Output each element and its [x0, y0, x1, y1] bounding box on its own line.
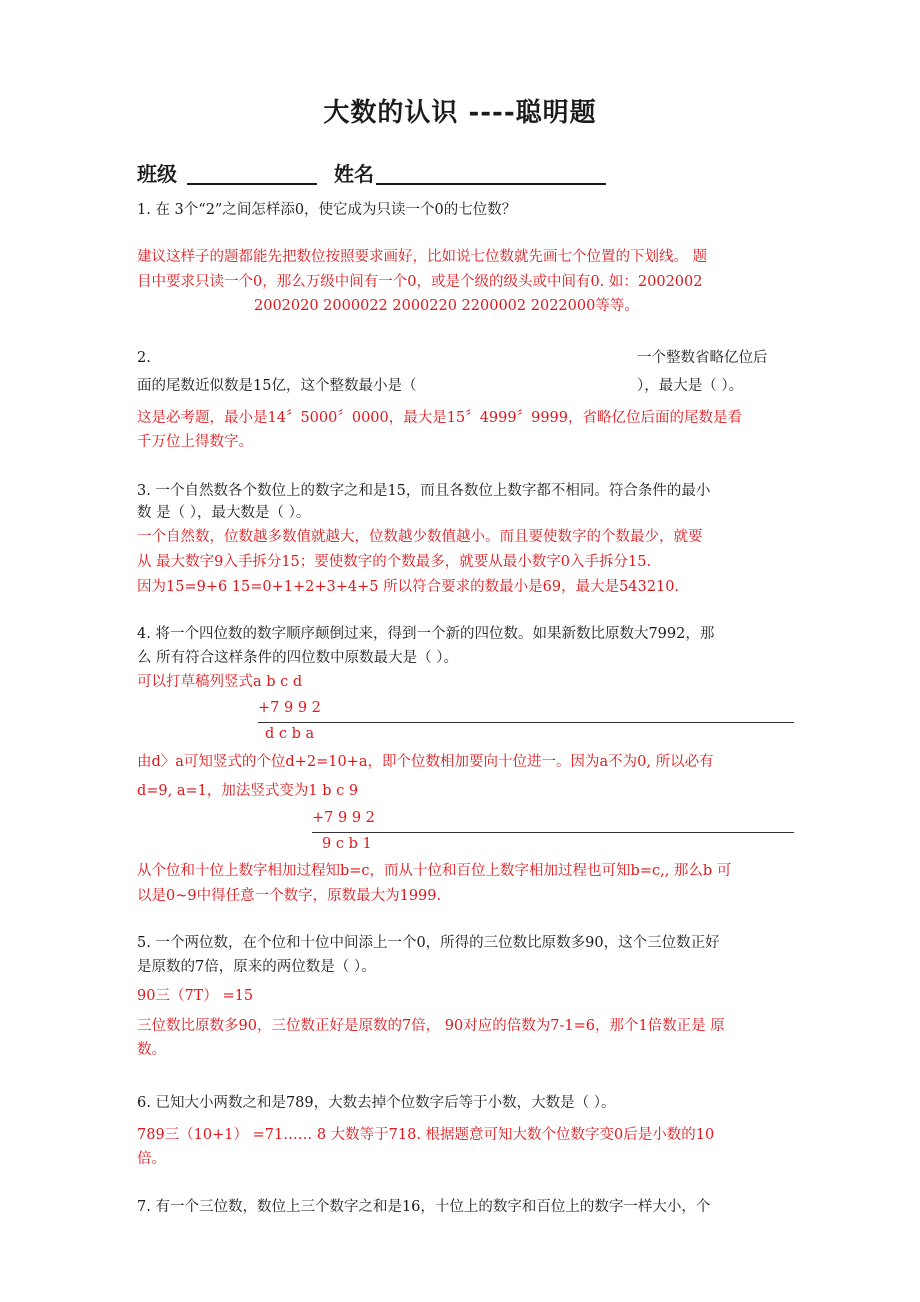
q4-question-line: 4. 将一个四位数的数字顺序颠倒过来，得到一个新的四位数。如果新数比原数大7992，那: [137, 626, 715, 642]
q6-question: 6. 已知大小两数之和是789，大数去掉个位数字后等于小数，大数是（ ）。: [137, 1095, 616, 1111]
q4-calc1-result: d c b a: [265, 726, 315, 742]
page-title: 大数的认识 ----聪明题: [323, 98, 597, 128]
q5-answer-line: 数。: [137, 1042, 166, 1058]
q5-question-line: 5. 一个两位数，在个位和十位中间添上一个0，所得的三位数比原数多90，这个三位数正好: [137, 935, 720, 951]
class-blank-field: [187, 163, 317, 185]
q3-question-line: 数 是（ ），最大数是（ ）。: [137, 505, 311, 521]
q2-number: 2.: [137, 350, 151, 366]
q4-answer-line: 由d〉a可知竖式的个位d+2=10+a，即个位数相加要向十位进一。因为a不为0, 所以必有: [137, 754, 714, 770]
q4-calc1-addend: +7 9 9 2: [258, 700, 321, 716]
q6-answer-line: 789三（10+1） =71…… 8 大数等于718. 根据题意可知大数个位数字变0后是小数的10: [137, 1127, 715, 1143]
q3-answer-line: 从 最大数字9入手拆分15；要使数字的个数最多，就要从最小数字0入手拆分15.: [137, 554, 652, 570]
q5-question-line: 是原数的7倍，原来的两位数是（ ）。: [137, 959, 376, 975]
q2-question-line: ），最大是（ ）。: [637, 378, 744, 394]
q1-answer-line: 建议这样子的题都能先把数位按照要求画好，比如说七位数就先画七个位置的下划线。 题: [137, 249, 708, 265]
q7-question: 7. 有一个三位数，数位上三个数字之和是16，十位上的数字和百位上的数字一样大小，个: [137, 1199, 711, 1215]
q4-calc2-addend: +7 9 9 2: [312, 810, 375, 826]
q4-answer-intro: 可以打草稿列竖式a b c d: [137, 674, 303, 690]
q5-answer-formula: 90三（7T） =15: [137, 988, 254, 1004]
q3-answer-line: 因为15=9+6 15=0+1+2+3+4+5 所以符合要求的数最小是69，最大是543210.: [137, 579, 680, 595]
q3-question-line: 3. 一个自然数各个数位上的数字之和是15，而且各数位上数字都不相同。符合条件的最小: [137, 483, 711, 499]
q6-answer-line: 倍。: [137, 1151, 166, 1167]
q2-question-line: 一个整数省略亿位后: [637, 350, 768, 366]
q4-calc2-result: 9 c b 1: [322, 836, 372, 852]
q4-answer-line: 以是0~9中得任意一个数字，原数最大为1999.: [137, 888, 442, 904]
class-label: 班级: [137, 162, 177, 186]
q2-question-line: 面的尾数近似数是15亿，这个整数最小是（: [137, 378, 417, 394]
q4-answer-line: 从个位和十位上数字相加过程知b=c，而从十位和百位上数字相加过程也可知b=c,, 那么b 可: [137, 863, 732, 879]
q4-answer-line: d=9, a=1，加法竖式变为1 b c 9: [137, 783, 359, 799]
name-label: 姓名: [333, 162, 374, 186]
q4-question-line: 么 所有符合这样条件的四位数中原数最大是（ ）。: [137, 650, 458, 666]
student-info-line: [137, 158, 606, 187]
q4-calc2-rule: [312, 832, 794, 833]
q2-answer-line: 千万位上得数字。: [137, 434, 253, 450]
q2-answer-line: 这是必考题，最小是14〞5000〞0000，最大是15〞4999〞9999，省略亿位后面的尾数是看: [137, 410, 743, 426]
q1-answer-line: 2002020 2000022 2000220 2200002 2022000等等。: [254, 298, 639, 314]
name-blank-field: [376, 163, 606, 185]
q1-question: 1. 在 3个“2”之间怎样添0，使它成为只读一个0的七位数？: [137, 202, 517, 218]
q3-answer-line: 一个自然数，位数越多数值就越大，位数越少数值越小。而且要使数字的个数最少，就要: [137, 529, 703, 545]
q1-answer-line: 目中要求只读一个0，那么万级中间有一个0，或是个级的级头或中间有0. 如：2002002: [137, 274, 703, 290]
q5-answer-line: 三位数比原数多90，三位数正好是原数的7倍， 90对应的倍数为7-1=6，那个1倍数正是 原: [137, 1018, 725, 1034]
q4-calc1-rule: [258, 722, 794, 723]
